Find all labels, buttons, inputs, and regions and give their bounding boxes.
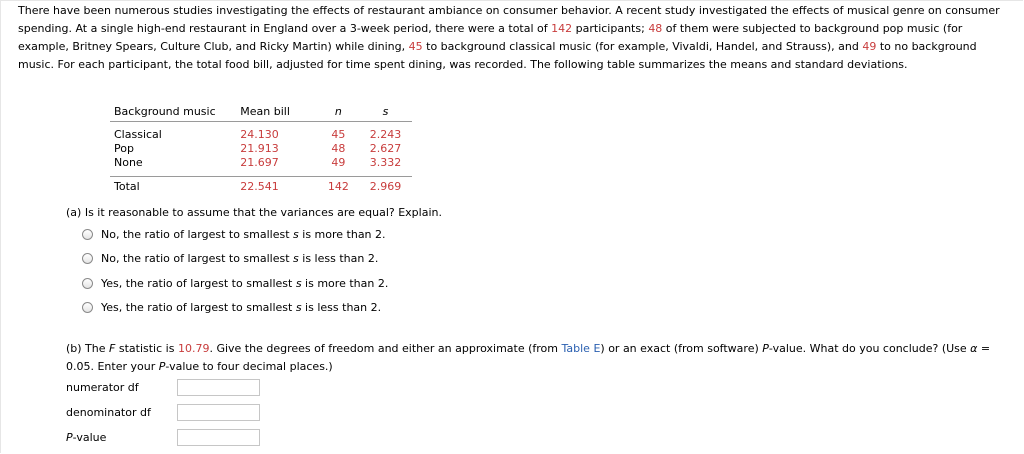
n-cell: 49: [331, 156, 346, 169]
denominator-df-input[interactable]: [177, 404, 260, 421]
option-label: Yes, the ratio of largest to smallest s is more than 2.: [101, 276, 389, 290]
radio-button[interactable]: [82, 302, 93, 313]
mean-cell: 24.130: [240, 128, 279, 141]
option-label: Yes, the ratio of largest to smallest s is less than 2.: [101, 300, 382, 314]
total-participants: 142: [551, 22, 573, 35]
n-cell: 45: [331, 128, 346, 141]
total-label: Total: [110, 177, 236, 198]
classical-count: 45: [408, 40, 423, 53]
table-e-link[interactable]: Table E: [561, 342, 601, 355]
intro-text: to background classical music (for example, Vivaldi, Handel, and Strauss), and: [422, 40, 863, 53]
music-cell: Classical: [114, 128, 162, 141]
header-music: Background music: [110, 103, 236, 122]
mean-cell: 21.913: [240, 142, 279, 155]
s-cell: 3.332: [369, 156, 402, 169]
p-value-input[interactable]: [177, 429, 260, 446]
table-header-row: [110, 103, 412, 122]
numerator-df-input[interactable]: [177, 379, 260, 396]
option-a2[interactable]: [82, 250, 378, 266]
denominator-df-label: denominator df: [66, 406, 151, 419]
option-label: No, the ratio of largest to smallest s is more than 2.: [101, 227, 386, 241]
s-cell: 2.627: [369, 142, 402, 155]
radio-button[interactable]: [82, 229, 93, 240]
header-s: s: [359, 103, 412, 122]
problem-intro: [18, 2, 1013, 74]
part-b-question: (b) The F statistic is 10.79. Give the degrees of freedom and either an approximate (from Table E) or an exact (from software) P-value. What do you conclude? (Use α = 0.05. Enter your P-value to four decimal places.): [66, 342, 991, 373]
table-total-row: [110, 177, 412, 198]
option-a1[interactable]: [82, 226, 386, 242]
total-s: 2.969: [359, 177, 412, 198]
header-mean: Mean bill: [236, 103, 318, 122]
music-cell: Pop: [114, 142, 134, 155]
intro-text: of them were subjected to background pop music (for example, Britney Spears, Culture Club, and Ricky Martin) while dining,: [18, 22, 963, 53]
numerator-df-label: numerator df: [66, 381, 139, 394]
p-value-label: P-value: [66, 431, 107, 444]
music-cell: None: [114, 156, 143, 169]
mean-cell: 21.697: [240, 156, 279, 169]
option-label: No, the ratio of largest to smallest s is less than 2.: [101, 251, 379, 265]
table-row: [110, 142, 412, 156]
table-row: [110, 128, 412, 142]
total-n: 142: [318, 177, 359, 198]
option-a4[interactable]: [82, 299, 381, 315]
part-a-question: (a) Is it reasonable to assume that the variances are equal? Explain.: [66, 206, 442, 219]
summary-table: [110, 103, 412, 197]
intro-text: There have been numerous studies investigating the effects of restaurant ambiance on consumer behavior. A recent study investigated the effects of musical genre on consumer spending. At a single high-end restaurant in England over a 3-week period, there were a total of: [18, 4, 1000, 35]
header-n: n: [318, 103, 359, 122]
pop-count: 48: [648, 22, 663, 35]
radio-button[interactable]: [82, 253, 93, 264]
total-mean: 22.541: [236, 177, 318, 198]
intro-text: participants;: [572, 22, 649, 35]
s-cell: 2.243: [369, 128, 402, 141]
table-row: [110, 156, 412, 170]
none-count: 49: [862, 40, 877, 53]
f-statistic-value: 10.79: [177, 342, 210, 355]
radio-button[interactable]: [82, 278, 93, 289]
option-a3[interactable]: [82, 275, 388, 291]
n-cell: 48: [331, 142, 346, 155]
intro-text: to no background music. For each participant, the total food bill, adjusted for time spent dining, was recorded. The following table summarizes the means and standard deviations.: [18, 40, 977, 71]
